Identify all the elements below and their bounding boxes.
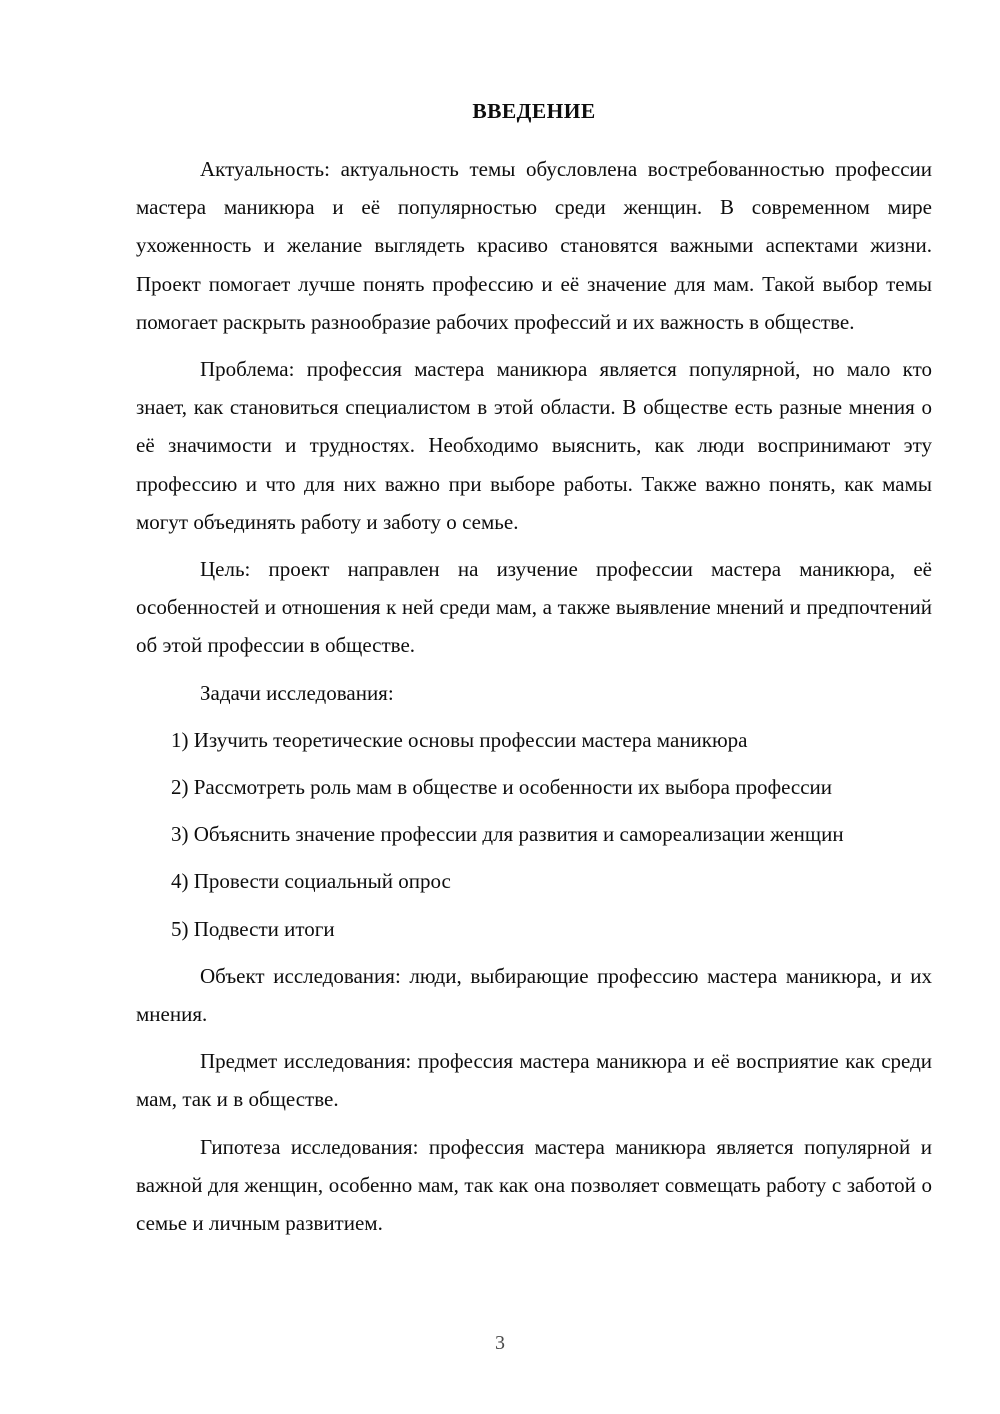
- paragraph-object: Объект исследования: люди, выбирающие профессию мастера маникюра, и их мнения.: [136, 963, 932, 1027]
- list-item: 5) Подвести итоги: [171, 916, 335, 941]
- paragraph-relevance: Актуальность: актуальность темы обусловлена востребованностью профессии мастера маникюра и её популярностью среди женщин. В современном мире ухоженность и желание выглядеть красиво становятся важными аспектами жизни. Проект помогает лучше понять профессию и её значение для мам. Такой выбор темы помогает раскрыть разнообразие рабочих профессий и их важность в обществе.: [136, 157, 932, 334]
- paragraph-goal: Цель: проект направлен на изучение профессии мастера маникюра, её особенностей и отношения к ней среди мам, а также выявление мнений и предпочтений об этой профессии в обществе.: [136, 557, 932, 658]
- paragraph-hypothesis: Гипотеза исследования: профессия мастера маникюра является популярной и важной для женщин, особенно мам, так как она позволяет совмещать работу с заботой о семье и личным развитием.: [136, 1134, 932, 1236]
- list-item: 2) Рассмотреть роль мам в обществе и особенности их выбора профессии: [171, 775, 833, 800]
- document-body: [136, 92, 932, 1242]
- list-item: 3) Объяснить значение профессии для развития и самореализации женщин: [171, 822, 844, 847]
- paragraph-problem: Проблема: профессия мастера маникюра является популярной, но мало кто знает, как становиться специалистом в этой области. В обществе есть разные мнения о её значимости и трудностях. Необходимо выяснить, как люди воспринимают эту профессию и что для них важно при выборе работы. Также важно понять, как мамы могут объединять работу и заботу о семье.: [136, 357, 932, 534]
- page-number: 3: [495, 1332, 505, 1354]
- tasks-heading: Задачи исследования:: [200, 680, 394, 705]
- page-title: ВВЕДЕНИЕ: [472, 99, 596, 123]
- list-item: 1) Изучить теоретические основы профессии мастера маникюра: [171, 727, 748, 752]
- list-item: 4) Провести социальный опрос: [171, 869, 451, 894]
- paragraph-subject: Предмет исследования: профессия мастера маникюра и её восприятие как среди мам, так и в обществе.: [136, 1049, 932, 1112]
